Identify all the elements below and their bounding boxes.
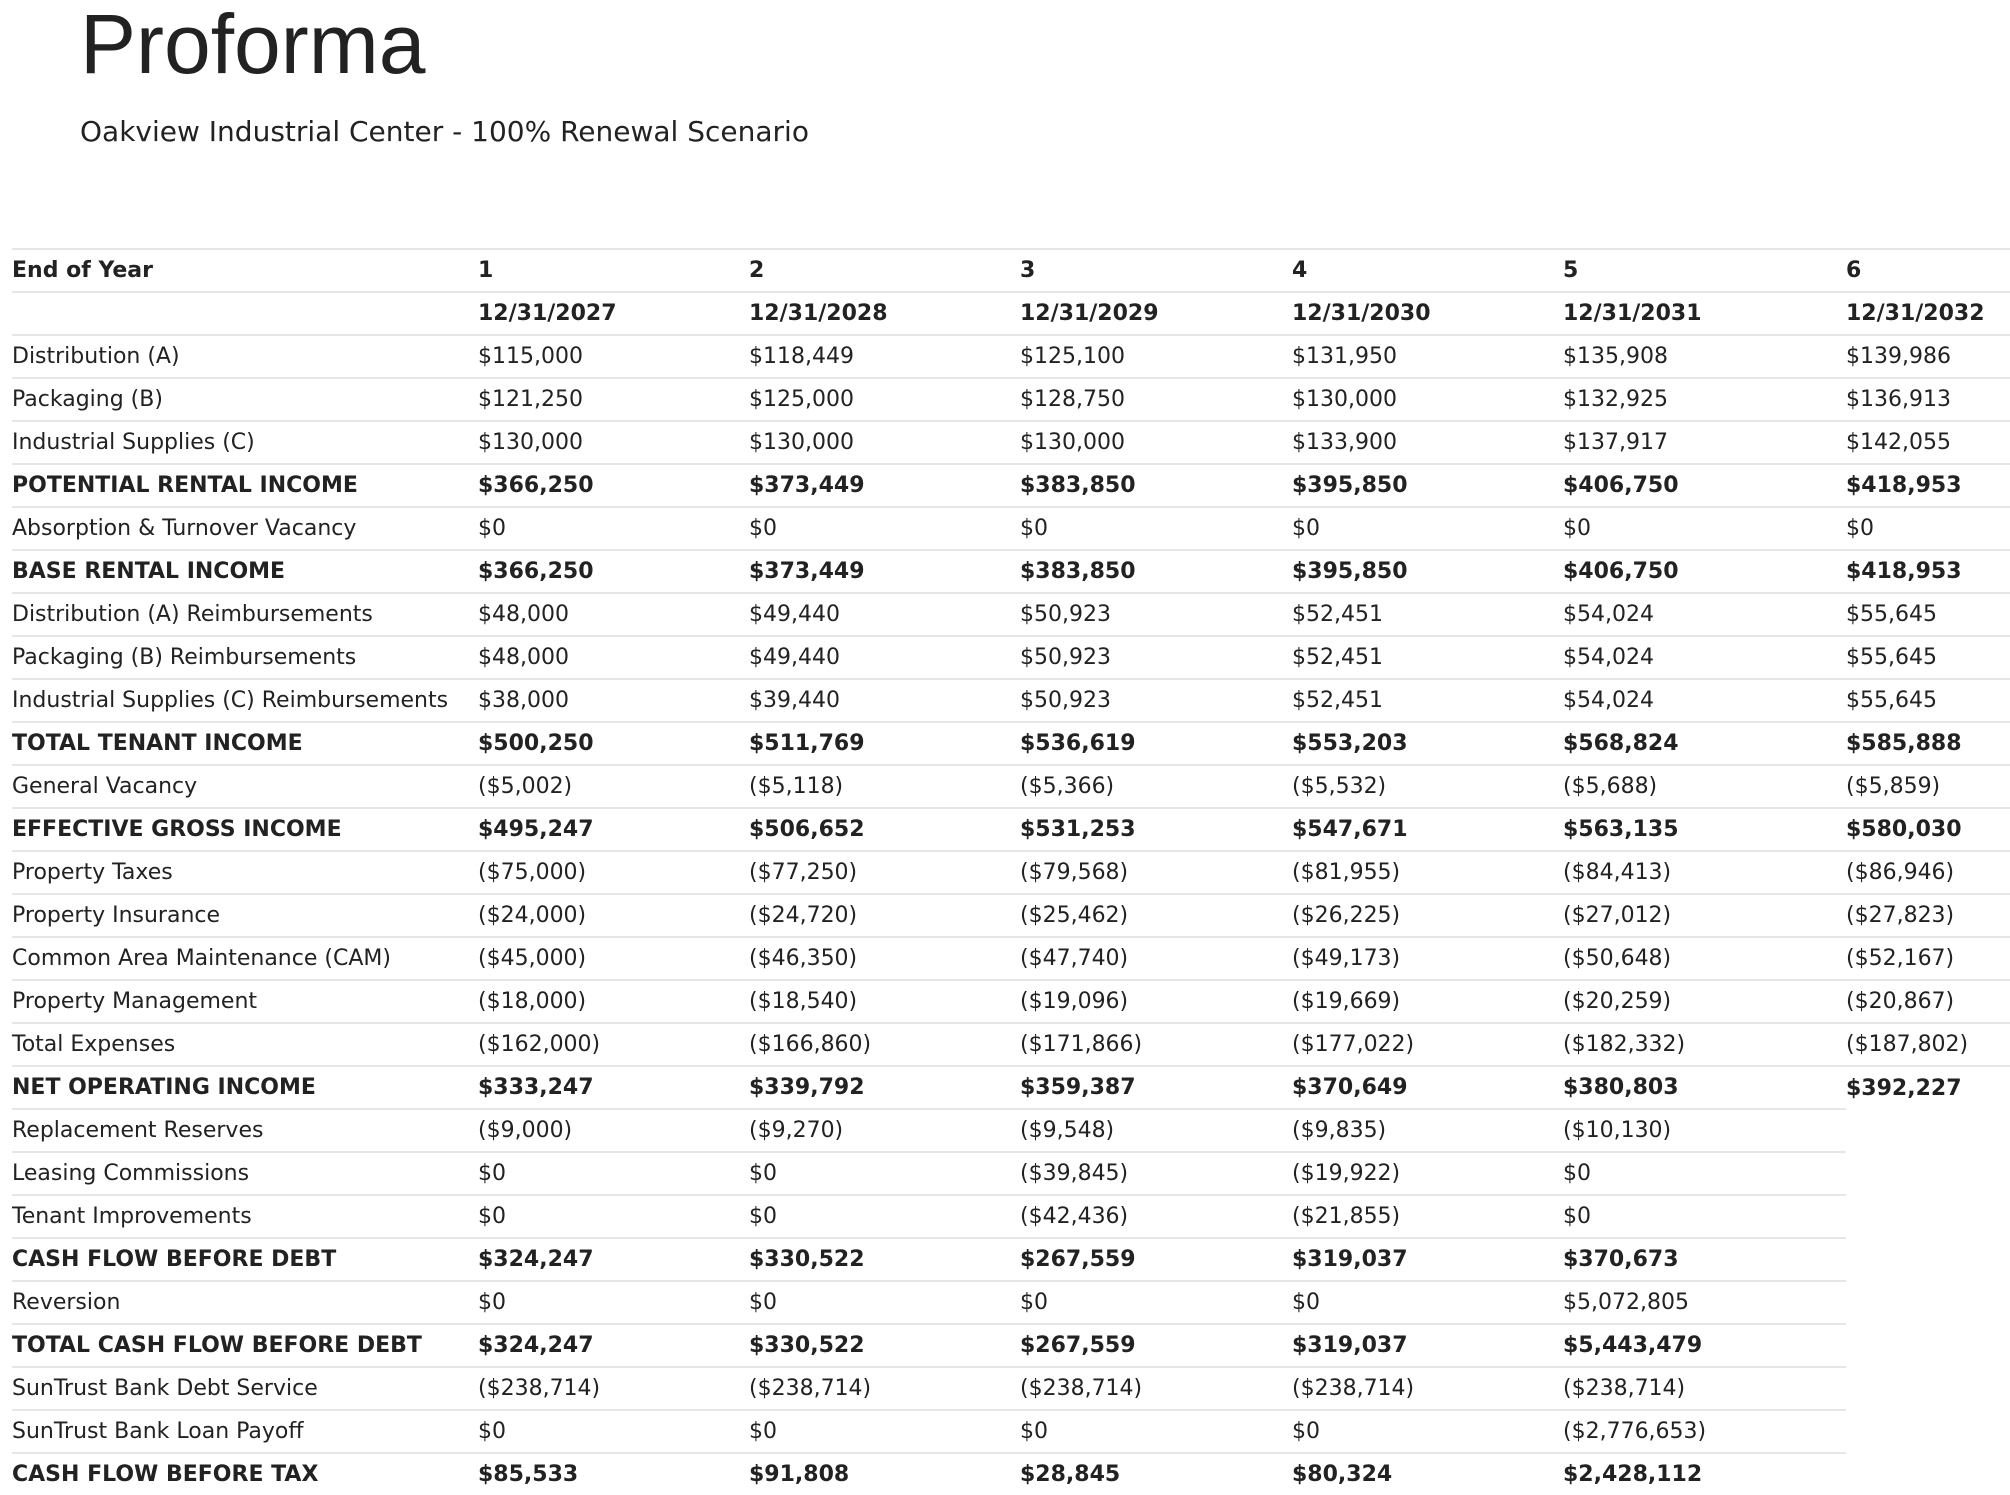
value-cell: $0 (1020, 1410, 1292, 1453)
empty-cell (1846, 1238, 2010, 1281)
value-cell: $131,950 (1292, 335, 1563, 378)
value-cell: $0 (478, 507, 749, 550)
value-cell: $38,000 (478, 679, 749, 722)
value-cell: $39,440 (749, 679, 1020, 722)
value-cell: $136,913 (1846, 378, 2010, 421)
table-row (12, 636, 2010, 679)
value-cell: ($5,118) (749, 765, 1020, 808)
table-row (12, 1066, 2010, 1109)
value-cell: $563,135 (1563, 808, 1846, 851)
value-cell: ($238,714) (1292, 1367, 1563, 1410)
value-cell: ($24,720) (749, 894, 1020, 937)
row-label: SunTrust Bank Loan Payoff (12, 1410, 478, 1453)
value-cell: $85,533 (478, 1453, 749, 1495)
table-row (12, 550, 2010, 593)
value-cell: $495,247 (478, 808, 749, 851)
value-cell: $373,449 (749, 464, 1020, 507)
value-cell: $0 (478, 1281, 749, 1324)
value-cell: ($182,332) (1563, 1023, 1846, 1066)
row-label: Tenant Improvements (12, 1195, 478, 1238)
year-date-row (12, 292, 2010, 335)
value-cell: $330,522 (749, 1324, 1020, 1367)
value-cell: $55,645 (1846, 636, 2010, 679)
year-number-row (12, 249, 2010, 292)
value-cell: ($238,714) (749, 1367, 1020, 1410)
value-cell: ($50,648) (1563, 937, 1846, 980)
table-row (12, 937, 2010, 980)
value-cell: $80,324 (1292, 1453, 1563, 1495)
value-cell: $395,850 (1292, 550, 1563, 593)
value-cell: $132,925 (1563, 378, 1846, 421)
end-of-year-label: End of Year (12, 249, 478, 292)
value-cell: $267,559 (1020, 1238, 1292, 1281)
row-label: Reversion (12, 1281, 478, 1324)
value-cell: $54,024 (1563, 679, 1846, 722)
value-cell: $50,923 (1020, 679, 1292, 722)
value-cell: $319,037 (1292, 1238, 1563, 1281)
value-cell: ($86,946) (1846, 851, 2010, 894)
value-cell: ($52,167) (1846, 937, 2010, 980)
year-number: 5 (1563, 249, 1846, 292)
table-row (12, 679, 2010, 722)
row-label: Property Taxes (12, 851, 478, 894)
value-cell: $0 (1563, 1152, 1846, 1195)
value-cell: ($18,540) (749, 980, 1020, 1023)
table-row (12, 1367, 2010, 1410)
value-cell: ($84,413) (1563, 851, 1846, 894)
value-cell: $0 (1846, 507, 2010, 550)
value-cell: ($9,835) (1292, 1109, 1563, 1152)
value-cell: $0 (749, 1410, 1020, 1453)
value-cell: $0 (749, 1195, 1020, 1238)
value-cell: $267,559 (1020, 1324, 1292, 1367)
value-cell: ($21,855) (1292, 1195, 1563, 1238)
value-cell: $511,769 (749, 722, 1020, 765)
value-cell: $54,024 (1563, 636, 1846, 679)
value-cell: $531,253 (1020, 808, 1292, 851)
value-cell: $333,247 (478, 1066, 749, 1109)
table-row (12, 421, 2010, 464)
value-cell: $118,449 (749, 335, 1020, 378)
value-cell: $585,888 (1846, 722, 2010, 765)
value-cell: ($19,922) (1292, 1152, 1563, 1195)
value-cell: $366,250 (478, 464, 749, 507)
value-cell: ($26,225) (1292, 894, 1563, 937)
value-cell: ($238,714) (1563, 1367, 1846, 1410)
value-cell: ($27,823) (1846, 894, 2010, 937)
value-cell: ($19,669) (1292, 980, 1563, 1023)
year-number: 6 (1846, 249, 2010, 292)
row-label: EFFECTIVE GROSS INCOME (12, 808, 478, 851)
row-label: NET OPERATING INCOME (12, 1066, 478, 1109)
value-cell: $139,986 (1846, 335, 2010, 378)
value-cell: $324,247 (478, 1324, 749, 1367)
year-end-date: 12/31/2032 (1846, 292, 2010, 335)
empty-cell (1846, 1453, 2010, 1495)
empty-cell (1846, 1367, 2010, 1410)
year-number: 3 (1020, 249, 1292, 292)
value-cell: $330,522 (749, 1238, 1020, 1281)
table-row (12, 1324, 2010, 1367)
row-label: Distribution (A) (12, 335, 478, 378)
value-cell: $130,000 (478, 421, 749, 464)
value-cell: $406,750 (1563, 464, 1846, 507)
row-label: Leasing Commissions (12, 1152, 478, 1195)
table-row (12, 1281, 2010, 1324)
value-cell: $135,908 (1563, 335, 1846, 378)
table-row (12, 808, 2010, 851)
row-label: Absorption & Turnover Vacancy (12, 507, 478, 550)
value-cell: $380,803 (1563, 1066, 1846, 1109)
value-cell: $5,072,805 (1563, 1281, 1846, 1324)
value-cell: $0 (749, 1152, 1020, 1195)
value-cell: ($19,096) (1020, 980, 1292, 1023)
value-cell: $50,923 (1020, 593, 1292, 636)
value-cell: $0 (1292, 507, 1563, 550)
value-cell: $553,203 (1292, 722, 1563, 765)
value-cell: ($79,568) (1020, 851, 1292, 894)
year-number: 4 (1292, 249, 1563, 292)
value-cell: $133,900 (1292, 421, 1563, 464)
value-cell: $121,250 (478, 378, 749, 421)
value-cell: ($47,740) (1020, 937, 1292, 980)
row-label: SunTrust Bank Debt Service (12, 1367, 478, 1410)
year-end-date: 12/31/2030 (1292, 292, 1563, 335)
value-cell: ($5,002) (478, 765, 749, 808)
value-cell: $49,440 (749, 593, 1020, 636)
row-label: TOTAL TENANT INCOME (12, 722, 478, 765)
table-row (12, 593, 2010, 636)
table-row (12, 851, 2010, 894)
year-end-date: 12/31/2029 (1020, 292, 1292, 335)
value-cell: ($9,548) (1020, 1109, 1292, 1152)
value-cell: $137,917 (1563, 421, 1846, 464)
value-cell: $324,247 (478, 1238, 749, 1281)
value-cell: $55,645 (1846, 679, 2010, 722)
empty-cell (1846, 1281, 2010, 1324)
value-cell: $339,792 (749, 1066, 1020, 1109)
value-cell: $0 (1292, 1281, 1563, 1324)
value-cell: $28,845 (1020, 1453, 1292, 1495)
table-row (12, 335, 2010, 378)
table-row (12, 1152, 2010, 1195)
value-cell: ($238,714) (478, 1367, 749, 1410)
row-label: Industrial Supplies (C) (12, 421, 478, 464)
value-cell: $0 (1563, 1195, 1846, 1238)
value-cell: $125,000 (749, 378, 1020, 421)
value-cell: $0 (1020, 1281, 1292, 1324)
row-label: Distribution (A) Reimbursements (12, 593, 478, 636)
table-row (12, 1195, 2010, 1238)
value-cell: $128,750 (1020, 378, 1292, 421)
value-cell: $0 (1563, 507, 1846, 550)
value-cell: ($171,866) (1020, 1023, 1292, 1066)
value-cell: ($177,022) (1292, 1023, 1563, 1066)
proforma-table (12, 248, 2010, 1495)
value-cell: ($9,270) (749, 1109, 1020, 1152)
value-cell: $0 (1292, 1410, 1563, 1453)
value-cell: $125,100 (1020, 335, 1292, 378)
table-row (12, 464, 2010, 507)
value-cell: ($25,462) (1020, 894, 1292, 937)
value-cell: ($5,366) (1020, 765, 1292, 808)
value-cell: $395,850 (1292, 464, 1563, 507)
value-cell: $370,649 (1292, 1066, 1563, 1109)
table-row (12, 507, 2010, 550)
value-cell: $52,451 (1292, 679, 1563, 722)
row-label: Replacement Reserves (12, 1109, 478, 1152)
value-cell: ($49,173) (1292, 937, 1563, 980)
value-cell: $406,750 (1563, 550, 1846, 593)
table-row (12, 1023, 2010, 1066)
proforma-table-container (12, 248, 2010, 1495)
table-row (12, 722, 2010, 765)
value-cell: $418,953 (1846, 464, 2010, 507)
value-cell: $319,037 (1292, 1324, 1563, 1367)
value-cell: $130,000 (1292, 378, 1563, 421)
empty-cell (1846, 1410, 2010, 1453)
value-cell: $370,673 (1563, 1238, 1846, 1281)
table-row (12, 765, 2010, 808)
value-cell: $50,923 (1020, 636, 1292, 679)
value-cell: $0 (478, 1195, 749, 1238)
value-cell: ($5,859) (1846, 765, 2010, 808)
proforma-table-body (12, 249, 2010, 1495)
empty-cell (1846, 1109, 2010, 1152)
row-label: TOTAL CASH FLOW BEFORE DEBT (12, 1324, 478, 1367)
value-cell: $418,953 (1846, 550, 2010, 593)
year-end-date: 12/31/2028 (749, 292, 1020, 335)
year-end-date: 12/31/2027 (478, 292, 749, 335)
row-label: Total Expenses (12, 1023, 478, 1066)
table-row (12, 1410, 2010, 1453)
value-cell: $54,024 (1563, 593, 1846, 636)
table-row (12, 1453, 2010, 1495)
row-label: CASH FLOW BEFORE DEBT (12, 1238, 478, 1281)
value-cell: $142,055 (1846, 421, 2010, 464)
table-row (12, 980, 2010, 1023)
row-label: Industrial Supplies (C) Reimbursements (12, 679, 478, 722)
value-cell: $130,000 (749, 421, 1020, 464)
value-cell: $0 (1020, 507, 1292, 550)
table-row (12, 894, 2010, 937)
page-title: Proforma (80, 0, 426, 91)
table-row (12, 1109, 2010, 1152)
value-cell: ($5,532) (1292, 765, 1563, 808)
date-row-label (12, 292, 478, 335)
value-cell: $383,850 (1020, 550, 1292, 593)
value-cell: ($9,000) (478, 1109, 749, 1152)
empty-cell (1846, 1152, 2010, 1195)
value-cell: $500,250 (478, 722, 749, 765)
value-cell: $48,000 (478, 593, 749, 636)
value-cell: $52,451 (1292, 636, 1563, 679)
value-cell: $536,619 (1020, 722, 1292, 765)
value-cell: $359,387 (1020, 1066, 1292, 1109)
empty-cell (1846, 1324, 2010, 1367)
value-cell: ($166,860) (749, 1023, 1020, 1066)
row-label: Common Area Maintenance (CAM) (12, 937, 478, 980)
value-cell: $91,808 (749, 1453, 1020, 1495)
table-row (12, 1238, 2010, 1281)
value-cell: $55,645 (1846, 593, 2010, 636)
value-cell: ($5,688) (1563, 765, 1846, 808)
year-number: 2 (749, 249, 1020, 292)
value-cell: $48,000 (478, 636, 749, 679)
value-cell: ($77,250) (749, 851, 1020, 894)
row-label: BASE RENTAL INCOME (12, 550, 478, 593)
page-subtitle: Oakview Industrial Center - 100% Renewal Scenario (80, 115, 809, 148)
table-row (12, 378, 2010, 421)
value-cell: ($238,714) (1020, 1367, 1292, 1410)
value-cell: $383,850 (1020, 464, 1292, 507)
row-label: Packaging (B) Reimbursements (12, 636, 478, 679)
value-cell: $49,440 (749, 636, 1020, 679)
value-cell: ($187,802) (1846, 1023, 2010, 1066)
row-label: Property Management (12, 980, 478, 1023)
value-cell: $392,227 (1846, 1066, 2010, 1109)
page-header (0, 0, 2010, 250)
value-cell: $506,652 (749, 808, 1020, 851)
value-cell: ($81,955) (1292, 851, 1563, 894)
value-cell: ($24,000) (478, 894, 749, 937)
value-cell: ($162,000) (478, 1023, 749, 1066)
value-cell: $366,250 (478, 550, 749, 593)
value-cell: $547,671 (1292, 808, 1563, 851)
value-cell: ($20,259) (1563, 980, 1846, 1023)
value-cell: $580,030 (1846, 808, 2010, 851)
value-cell: $0 (749, 1281, 1020, 1324)
value-cell: $0 (478, 1152, 749, 1195)
row-label: General Vacancy (12, 765, 478, 808)
value-cell: $2,428,112 (1563, 1453, 1846, 1495)
value-cell: $52,451 (1292, 593, 1563, 636)
row-label: Property Insurance (12, 894, 478, 937)
value-cell: $568,824 (1563, 722, 1846, 765)
row-label: Packaging (B) (12, 378, 478, 421)
value-cell: ($2,776,653) (1563, 1410, 1846, 1453)
year-number: 1 (478, 249, 749, 292)
value-cell: ($45,000) (478, 937, 749, 980)
value-cell: ($27,012) (1563, 894, 1846, 937)
row-label: POTENTIAL RENTAL INCOME (12, 464, 478, 507)
value-cell: ($75,000) (478, 851, 749, 894)
value-cell: ($10,130) (1563, 1109, 1846, 1152)
value-cell: $5,443,479 (1563, 1324, 1846, 1367)
row-label: CASH FLOW BEFORE TAX (12, 1453, 478, 1495)
value-cell: $115,000 (478, 335, 749, 378)
value-cell: $130,000 (1020, 421, 1292, 464)
year-end-date: 12/31/2031 (1563, 292, 1846, 335)
empty-cell (1846, 1195, 2010, 1238)
value-cell: ($39,845) (1020, 1152, 1292, 1195)
value-cell: ($20,867) (1846, 980, 2010, 1023)
value-cell: $0 (478, 1410, 749, 1453)
value-cell: ($42,436) (1020, 1195, 1292, 1238)
value-cell: $0 (749, 507, 1020, 550)
value-cell: ($18,000) (478, 980, 749, 1023)
value-cell: ($46,350) (749, 937, 1020, 980)
value-cell: $373,449 (749, 550, 1020, 593)
